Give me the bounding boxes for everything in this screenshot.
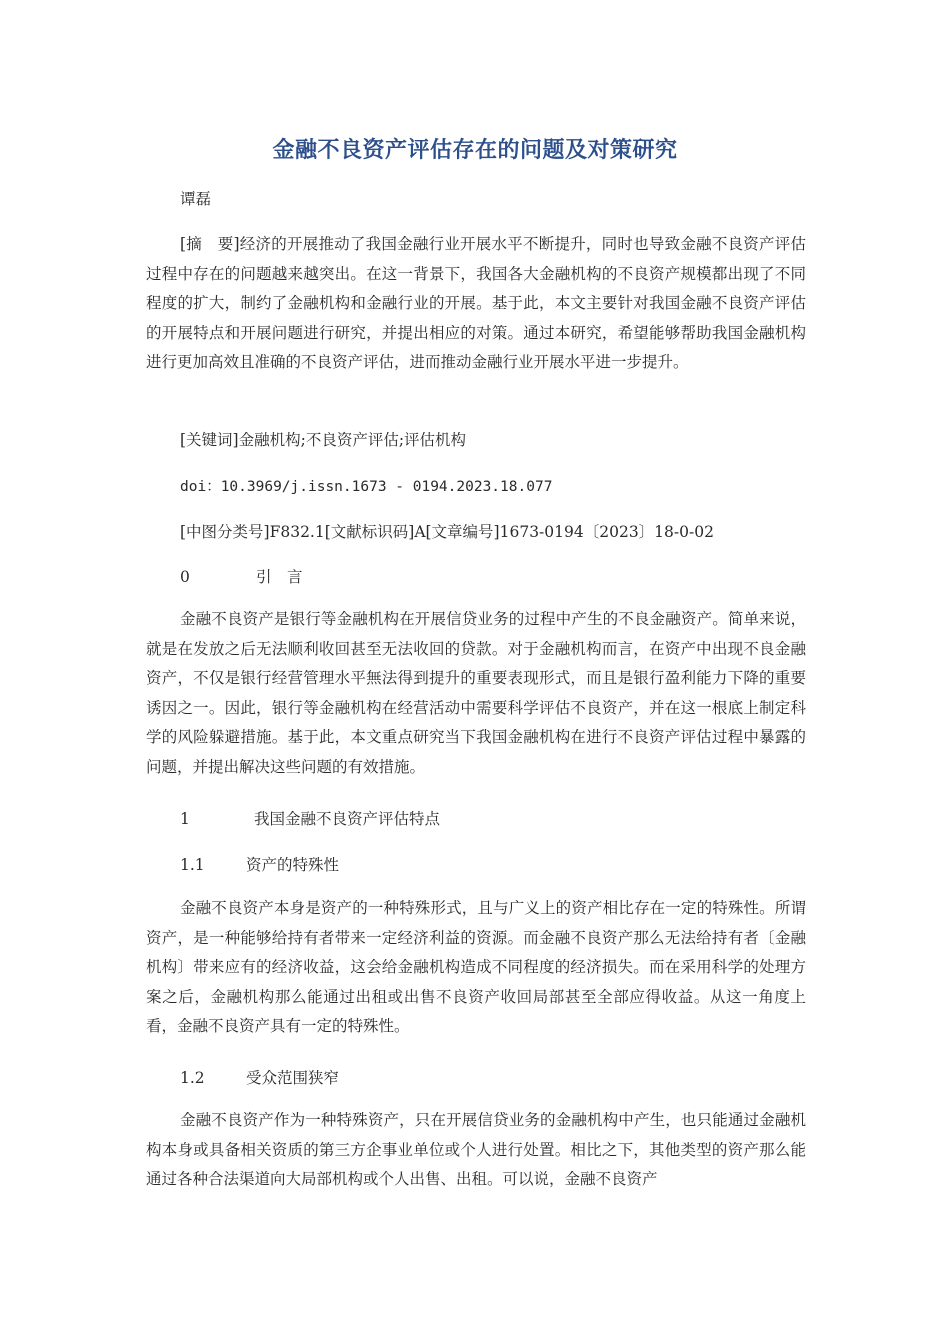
keywords: [关键词]金融机构;不良资产评估;评估机构 bbox=[180, 431, 467, 449]
section-title: 资产的特殊性 bbox=[246, 856, 340, 874]
section-title: 受众范围狭窄 bbox=[246, 1069, 340, 1087]
section-title: 我国金融不良资产评估特点 bbox=[254, 810, 441, 828]
section-heading-1-1 bbox=[180, 855, 339, 875]
section-title: 引 言 bbox=[256, 568, 303, 586]
abstract-paragraph: [摘 要]经济的开展推动了我国金融行业开展水平不断提升，同时也导致金融不良资产评估过程中存在的问题越来越突出。在这一背景下，我国各大金融机构的不良资产规模都出现了不同程度的扩大，制约了金融机构和金融行业的开展。基于此，本文主要针对我国金融不良资产评估的开展特点和开展问题进行研究，并提出相应的对策。通过本研究，希望能够帮助我国金融机构进行更加高效且准确的不良资产评估，进而推动金融行业开展水平进一步提升。 bbox=[146, 235, 806, 372]
intro-paragraph: 金融不良资产是银行等金融机构在开展信贷业务的过程中产生的不良金融资产。简单来说，就是在发放之后无法顺利收回甚至无法收回的贷款。对于金融机构而言，在资产中出现不良金融资产，不仅是银行经营管理水平無法得到提升的重要表现形式，而且是银行盈利能力下降的重要诱因之一。因此，银行等金融机构在经营活动中需要科学评估不良资产，并在这一根底上制定科学的风险躲避措施。基于此，本文重点研究当下我国金融机构在进行不良资产评估过程中暴露的问题，并提出解决这些问题的有效措施。 bbox=[146, 610, 806, 776]
section-heading-intro bbox=[180, 567, 303, 587]
section-number: 1.1 bbox=[180, 856, 205, 874]
author: 谭磊 bbox=[180, 190, 212, 208]
classification-codes: [中图分类号]F832.1[文献标识码]A[文章编号]1673-0194〔2023〕18-0-02 bbox=[180, 523, 714, 541]
section-heading-1-2 bbox=[180, 1068, 339, 1088]
section-1-1-paragraph: 金融不良资产本身是资产的一种特殊形式，且与广义上的资产相比存在一定的特殊性。所谓资产，是一种能够给持有者带来一定经济利益的资源。而金融不良资产那么无法给持有者〔金融机构〕带来应有的经济收益，这会给金融机构造成不同程度的经济损失。而在采用科学的处理方案之后，金融机构那么能通过出租或出售不良资产收回局部甚至全部应得收益。从这一角度上看，金融不良资产具有一定的特殊性。 bbox=[146, 899, 806, 1036]
section-number: 1.2 bbox=[180, 1069, 205, 1087]
paper-title: 金融不良资产评估存在的问题及对策研究 bbox=[272, 138, 678, 163]
doi: doi：10.3969/j.issn.1673 - 0194.2023.18.077 bbox=[180, 479, 553, 495]
section-number: 1 bbox=[180, 810, 190, 828]
section-heading-1 bbox=[180, 809, 440, 829]
section-1-2-paragraph: 金融不良资产作为一种特殊资产，只在开展信贷业务的金融机构中产生，也只能通过金融机构本身或具备相关资质的第三方企事业单位或个人进行处置。相比之下，其他类型的资产那么能通过各种合法渠道向大局部机构或个人出售、出租。可以说，金融不良资产 bbox=[146, 1111, 806, 1189]
section-number: 0 bbox=[180, 568, 190, 586]
